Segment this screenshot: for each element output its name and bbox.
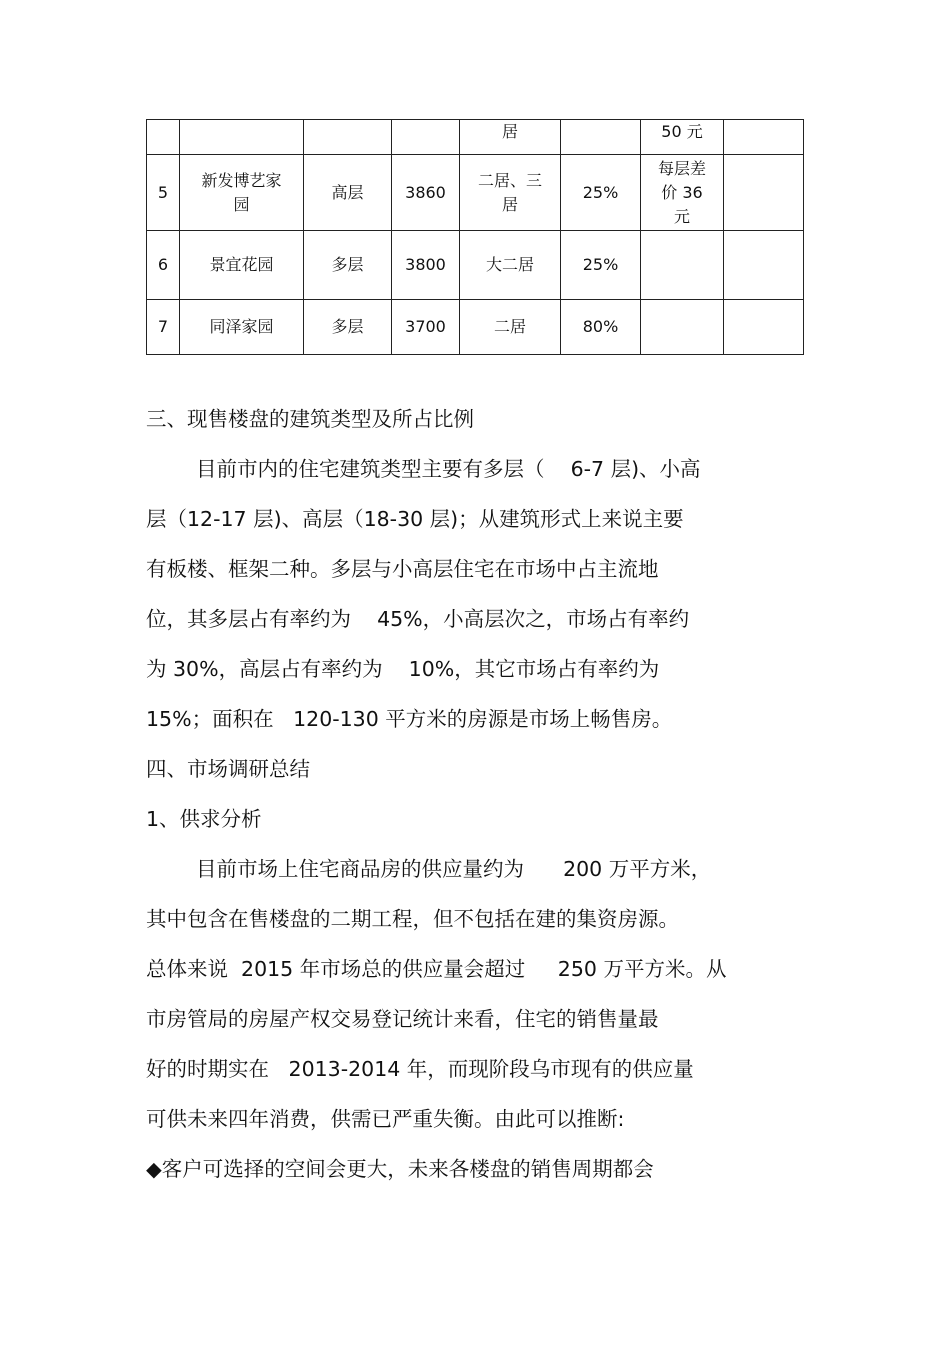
cell-no: 7: [147, 300, 180, 355]
table-row: [147, 120, 804, 155]
cell-layout: 二居: [460, 300, 561, 355]
section3-heading: 三、现售楼盘的建筑类型及所占比例: [146, 407, 474, 431]
cell-type: 高层: [304, 155, 392, 231]
cell-price: 3860: [392, 155, 460, 231]
cell-extra: [724, 120, 804, 155]
paragraph-line: 有板楼、框架二种。多层与小高层住宅在市场中占主流地: [146, 557, 659, 581]
property-table: [146, 119, 804, 355]
cell-note: [641, 231, 724, 300]
cell-note: 50 元: [641, 120, 724, 155]
paragraph-line: ◆客户可选择的空间会更大，未来各楼盘的销售周期都会: [146, 1157, 654, 1181]
cell-extra: [724, 231, 804, 300]
paragraph-line: 可供未来四年消费，供需已严重失衡。由此可以推断:: [146, 1107, 625, 1131]
cell-no: [147, 120, 180, 155]
cell-layout: 居: [460, 120, 561, 155]
paragraph-line: 层（12-17 层)、高层（18-30 层)；从建筑形式上来说主要: [146, 507, 684, 531]
cell-note: [641, 300, 724, 355]
cell-extra: [724, 300, 804, 355]
cell-name: 景宜花园: [180, 231, 304, 300]
cell-type: 多层: [304, 300, 392, 355]
paragraph-line: 为 30%，高层占有率约为 10%，其它市场占有率约为: [146, 657, 660, 681]
cell-layout: 二居、三居: [460, 155, 561, 231]
paragraph-line: 市房管局的房屋产权交易登记统计来看，住宅的销售量最: [146, 1007, 659, 1031]
cell-note: 每层差价 36 元: [641, 155, 724, 231]
paragraph-line: 其中包含在售楼盘的二期工程，但不包括在建的集资房源。: [146, 907, 679, 931]
cell-name: 新发博艺家园: [180, 155, 304, 231]
table-row: [147, 155, 804, 231]
cell-price: 3800: [392, 231, 460, 300]
cell-ratio: 25%: [561, 155, 641, 231]
paragraph-line: 目前市内的住宅建筑类型主要有多层（ 6-7 层)、小高: [196, 457, 701, 481]
paragraph-line: 目前市场上住宅商品房的供应量约为 200 万平方米，: [196, 857, 712, 881]
paragraph-line: 好的时期实在 2013-2014 年，而现阶段乌市现有的供应量: [146, 1057, 694, 1081]
paragraph-line: 总体来说 2015 年市场总的供应量会超过 250 万平方米。从: [146, 957, 727, 981]
cell-extra: [724, 155, 804, 231]
paragraph-line: 15%；面积在 120-130 平方米的房源是市场上畅售房。: [146, 707, 673, 731]
cell-no: 5: [147, 155, 180, 231]
paragraph-line: 位，其多层占有率约为 45%，小高层次之，市场占有率约: [146, 607, 690, 631]
cell-price: 3700: [392, 300, 460, 355]
table-row: [147, 231, 804, 300]
section4-heading: 四、市场调研总结: [146, 757, 310, 781]
cell-ratio: [561, 120, 641, 155]
cell-ratio: 80%: [561, 300, 641, 355]
cell-ratio: 25%: [561, 231, 641, 300]
cell-type: [304, 120, 392, 155]
section4-subheading: 1、供求分析: [146, 807, 262, 831]
table-row: [147, 300, 804, 355]
cell-type: 多层: [304, 231, 392, 300]
cell-price: [392, 120, 460, 155]
cell-name: [180, 120, 304, 155]
cell-no: 6: [147, 231, 180, 300]
cell-layout: 大二居: [460, 231, 561, 300]
cell-name: 同泽家园: [180, 300, 304, 355]
